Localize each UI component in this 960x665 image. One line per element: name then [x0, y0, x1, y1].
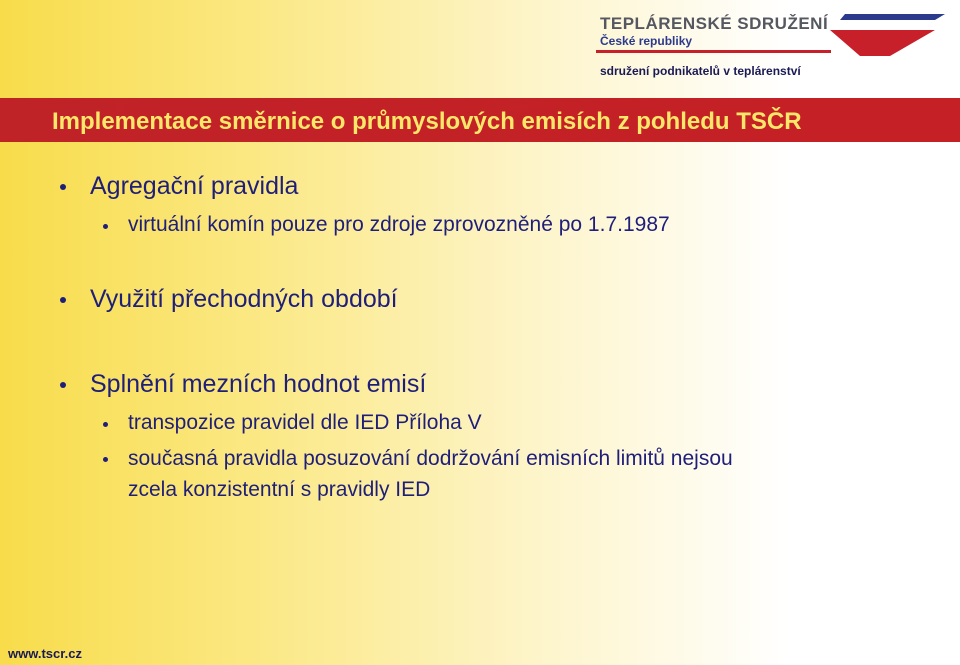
slide-title: Implementace směrnice o průmyslových emisích z pohledu TSČR [52, 108, 802, 135]
sub-bullet-item: současná pravidla posuzování dodržování emisních limitů nejsou [128, 447, 733, 470]
tagline: sdružení podnikatelů v teplárenství [600, 64, 801, 78]
bullet-item: Splnění mezních hodnot emisí [90, 370, 427, 398]
bullet-item: Agregační pravidla [90, 172, 299, 200]
sub-bullet-item-continuation: zcela konzistentní s pravidly IED [128, 478, 431, 501]
sub-bullet-item: transpozice pravidel dle IED Příloha V [128, 411, 482, 434]
sub-bullet-item: virtuální komín pouze pro zdroje zprovozněné po 1.7.1987 [128, 213, 670, 236]
sub-bullet-icon [103, 224, 108, 229]
bullet-icon [60, 297, 66, 303]
bullet-item: Využití přechodných období [90, 285, 398, 313]
sub-bullet-icon [103, 422, 108, 427]
bullet-icon [60, 382, 66, 388]
footer-url: www.tscr.cz [8, 646, 82, 661]
bullet-icon [60, 184, 66, 190]
logo-title: TEPLÁRENSKÉ SDRUŽENÍ [600, 14, 829, 33]
company-logo [590, 10, 950, 60]
logo-subtitle: České republiky [600, 34, 693, 48]
sub-bullet-icon [103, 457, 108, 462]
